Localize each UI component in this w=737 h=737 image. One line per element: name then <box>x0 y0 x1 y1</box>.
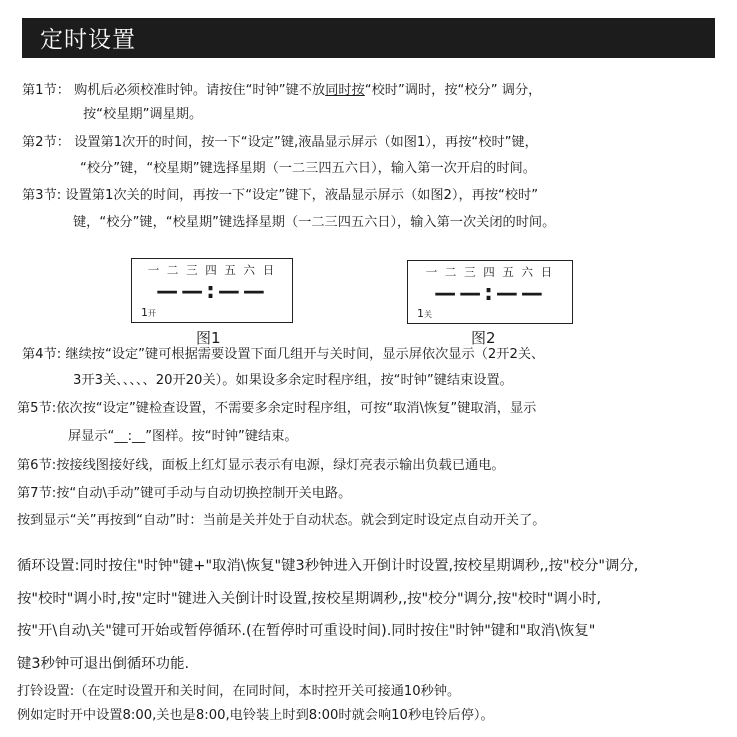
auto-mode-note: 按到显示“关”再按到“自动”时：当前是关并处于自动状态。就会到定时设定点自动开关了。 <box>17 513 546 528</box>
step1-text-end: “校时”调时，按“校分” 调分， <box>364 83 542 98</box>
lcd-index-number: 1 <box>141 306 148 319</box>
page-title: 定时设置 <box>40 27 136 53</box>
step4-line2: 3开3关、、、、、20开20关）。如果设多余定时程序组，按“时钟”键结束设置。 <box>73 373 513 388</box>
lcd-time-display: ——:—— <box>434 281 546 306</box>
step4-line1: 第4节: 继续按“设定”键可根据需要设置下面几组开与关时间，显示屏依次显示（2开2关、 <box>22 347 545 362</box>
page-header <box>22 18 715 58</box>
lcd-time-display: ——:—— <box>156 279 268 304</box>
cycle-line2: 按"校时"调小时,按"定时"键进入关倒计时设置,按校星期调秒,,按"校分"调分,按"校时"调小时, <box>17 591 602 607</box>
lcd-weekdays: 一 二 三 四 五 六 日 <box>147 263 277 277</box>
lcd-index-label: 关 <box>424 310 432 319</box>
cycle-line1: 循环设置:同时按住"时钟"键+"取消\恢复"键3秒钟进入开倒计时设置,按校星期调秒,,按"校分"调分, <box>17 558 639 574</box>
figure-2-caption: 图2 <box>471 329 496 347</box>
lcd-figure-1 <box>131 258 293 323</box>
step3-line1: 第3节: 设置第1次关的时间，再按一下“设定”键下，液晶显示屏示（如图2），再按“校时” <box>22 188 539 203</box>
step5-line2: 屏显示“__:__”图样。按“时钟”键结束。 <box>68 429 298 444</box>
lcd-program-index <box>141 306 156 319</box>
step1-text: 第1节： 购机后必须校准时钟。请按住“时钟”键不放 <box>22 83 326 98</box>
figure-1-caption: 图1 <box>196 329 221 347</box>
cycle-line3: 按"开\自动\关"键可开始或暂停循环.(在暂停时可重设时间).同时按住"时钟"键和"取消\恢复" <box>17 623 596 639</box>
step1-line1 <box>22 82 541 100</box>
step1-line2: 按“校星期”调星期。 <box>83 107 203 122</box>
lcd-program-index <box>417 307 432 320</box>
step3-line2: 键，“校分”键，“校星期”键选择星期（一二三四五六日），输入第一次关闭的时间。 <box>73 215 556 230</box>
lcd-index-label: 开 <box>148 309 156 318</box>
lcd-figure-2 <box>407 260 573 324</box>
cycle-line4: 键3秒钟可退出倒循环功能. <box>17 656 190 672</box>
lcd-index-number: 1 <box>417 307 424 320</box>
lcd-weekdays: 一 二 三 四 五 六 日 <box>425 265 555 279</box>
step2-line1: 第2节： 设置第1次开的时间，按一下“设定”键,液晶显示屏示（如图1），再按“校时”键， <box>22 135 538 150</box>
bell-line1: 打铃设置:（在定时设置开和关时间，在同时间，本时控开关可接通10秒钟。 <box>17 684 461 699</box>
step7-line: 第7节:按“自动\手动”键可手动与自动切换控制开关电路。 <box>17 486 352 501</box>
step1-underlined: 同时按 <box>325 83 365 98</box>
step2-line2: “校分”键，“校星期”键选择星期（一二三四五六日），输入第一次开启的时间。 <box>80 161 536 176</box>
step5-line1: 第5节:依次按“设定”键检查设置，不需要多余定时程序组，可按“取消\恢复”键取消，显示 <box>17 401 537 416</box>
bell-line2: 例如定时开中设置8:00,关也是8:00,电铃装上时到8:00时就会响10秒电铃后停）。 <box>17 708 494 723</box>
step6-line: 第6节:按接线图接好线，面板上红灯显示表示有电源，绿灯亮表示输出负载已通电。 <box>17 458 505 473</box>
